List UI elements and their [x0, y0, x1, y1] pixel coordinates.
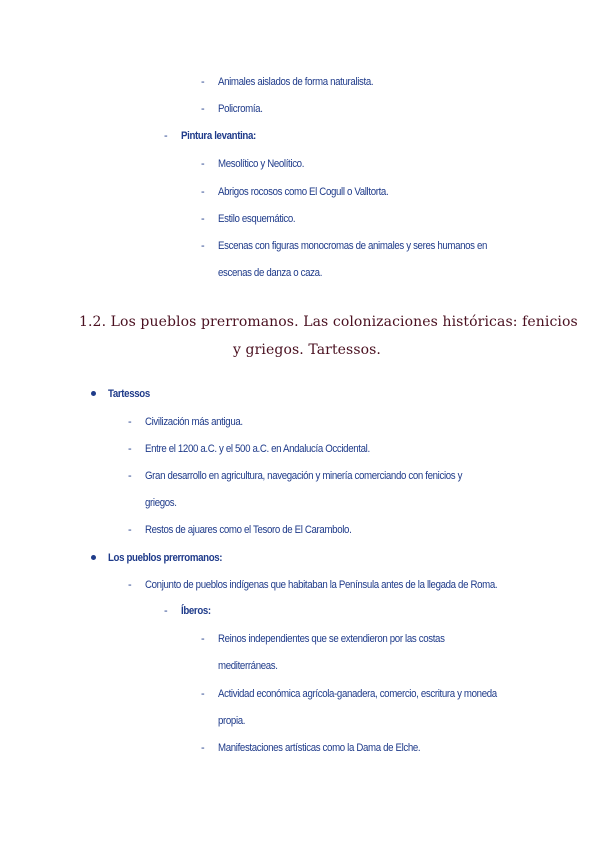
dash-marker: - — [164, 605, 168, 617]
list-item: Escenas con figuras monocromas de animales y seres humanos en — [218, 240, 488, 252]
list-item: Civilización más antigua. — [145, 416, 243, 428]
pintura-levantina-title: Pintura levantina: — [181, 130, 256, 142]
dash-marker: - — [201, 688, 205, 700]
list-item: Policromía. — [218, 103, 263, 115]
section-heading-line1: 1.2. Los pueblos prerromanos. Las colonizaciones históricas: fenicios — [79, 314, 578, 330]
list-item-continuation: escenas de danza o caza. — [218, 267, 323, 279]
dash-marker: - — [201, 186, 205, 198]
dash-marker: - — [128, 579, 132, 591]
list-item: Mesolítico y Neolítico. — [218, 158, 305, 170]
dash-marker: - — [128, 470, 132, 482]
list-item: Gran desarrollo en agricultura, navegación y minería comerciando con fenicios y — [145, 470, 463, 482]
dash-marker: - — [164, 130, 168, 142]
dash-marker: - — [128, 443, 132, 455]
dash-marker: - — [201, 158, 205, 170]
dash-marker: - — [128, 416, 132, 428]
list-item: Abrigos rocosos como El Cogull o Valltorta. — [218, 186, 389, 198]
list-item: Animales aislados de forma naturalista. — [218, 76, 374, 88]
bullet-icon — [91, 555, 96, 560]
prerromanos-title: Los pueblos prerromanos: — [108, 552, 223, 564]
list-item: Reinos independientes que se extendieron por las costas — [218, 633, 445, 645]
list-item: Restos de ajuares como el Tesoro de El Carambolo. — [145, 524, 352, 536]
list-item: Entre el 1200 a.C. y el 500 a.C. en Andalucía Occidental. — [145, 443, 370, 455]
list-item: Actividad económica agrícola-ganadera, comercio, escritura y moneda — [218, 688, 497, 700]
list-item-continuation: propia. — [218, 715, 246, 727]
list-item: Estilo esquemático. — [218, 213, 296, 225]
list-item-continuation: griegos. — [145, 497, 177, 509]
dash-marker: - — [201, 633, 205, 645]
iberos-title: Íberos: — [181, 605, 211, 617]
dash-marker: - — [201, 742, 205, 754]
dash-marker: - — [201, 103, 205, 115]
dash-marker: - — [201, 76, 205, 88]
list-item-continuation: mediterráneas. — [218, 660, 278, 672]
dash-marker: - — [201, 240, 205, 252]
bullet-icon — [91, 391, 96, 396]
dash-marker: - — [201, 213, 205, 225]
dash-marker: - — [128, 524, 132, 536]
section-heading-line2: y griegos. Tartessos. — [233, 342, 381, 358]
tartessos-title: Tartessos — [108, 388, 150, 400]
list-item: Manifestaciones artísticas como la Dama de Elche. — [218, 742, 421, 754]
list-item: Conjunto de pueblos indígenas que habitaban la Península antes de la llegada de Roma. — [145, 579, 498, 591]
